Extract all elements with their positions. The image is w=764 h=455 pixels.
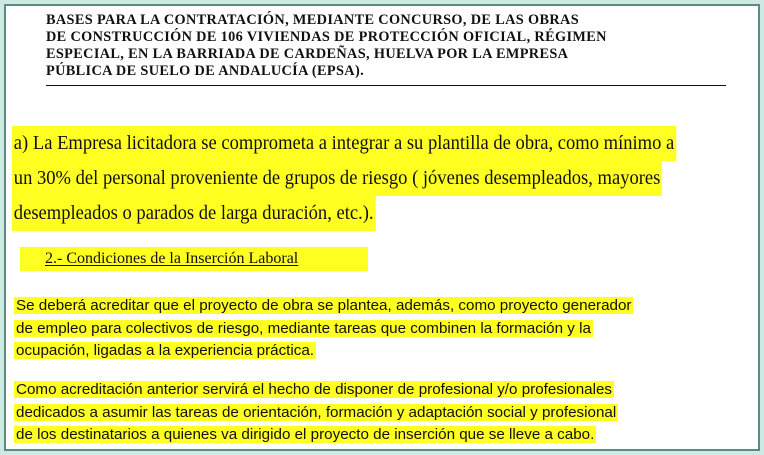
title-underline xyxy=(46,85,726,86)
paragraph-b-line: ocupación, ligadas a la experiencia práctica. xyxy=(16,342,315,359)
paragraph-c-line: dedicados a asumir las tareas de orientación, formación y adaptación social y profesional xyxy=(16,403,617,421)
document-title xyxy=(46,12,726,80)
title-line: BASES PARA LA CONTRATACIÓN, MEDIANTE CONCURSO, DE LAS OBRAS xyxy=(46,12,580,28)
paragraph-c xyxy=(14,379,754,447)
paragraph-b-line: de empleo para colectivos de riesgo, mediante tareas que combinen la formación y la xyxy=(16,319,591,337)
section-heading xyxy=(20,247,368,271)
paragraph-a xyxy=(12,126,752,231)
paragraph-a-line: un 30% del personal proveniente de grupos de riesgo ( jóvenes desempleados, mayores xyxy=(12,161,662,196)
paragraph-c-line: Como acreditación anterior servirá el hecho de disponer de profesional y/o profesionales xyxy=(16,381,613,398)
paragraph-b xyxy=(14,295,754,363)
title-line: DE CONSTRUCCIÓN DE 106 VIVIENDAS DE PROTECCIÓN OFICIAL, RÉGIMEN xyxy=(46,29,607,45)
paragraph-c-line: de los destinatarios a quienes va dirigido el proyecto de inserción que se lleve a cabo. xyxy=(16,426,595,443)
paragraph-b-line: Se deberá acreditar que el proyecto de obra se plantea, además, como proyecto generador xyxy=(16,297,632,314)
section-heading-text: 2.- Condiciones de la Inserción Laboral xyxy=(45,250,299,267)
paragraph-a-line: a) La Empresa licitadora se comprometa a integrar a su plantilla de obra, como mínimo a xyxy=(12,126,676,161)
document-page xyxy=(4,4,760,451)
title-line: PÚBLICA DE SUELO DE ANDALUCÍA (EPSA). xyxy=(46,63,365,79)
title-line: ESPECIAL, EN LA BARRIADA DE CARDEÑAS, HUELVA POR LA EMPRESA xyxy=(46,46,569,62)
paragraph-a-line: desempleados o parados de larga duración, etc.). xyxy=(12,196,375,231)
